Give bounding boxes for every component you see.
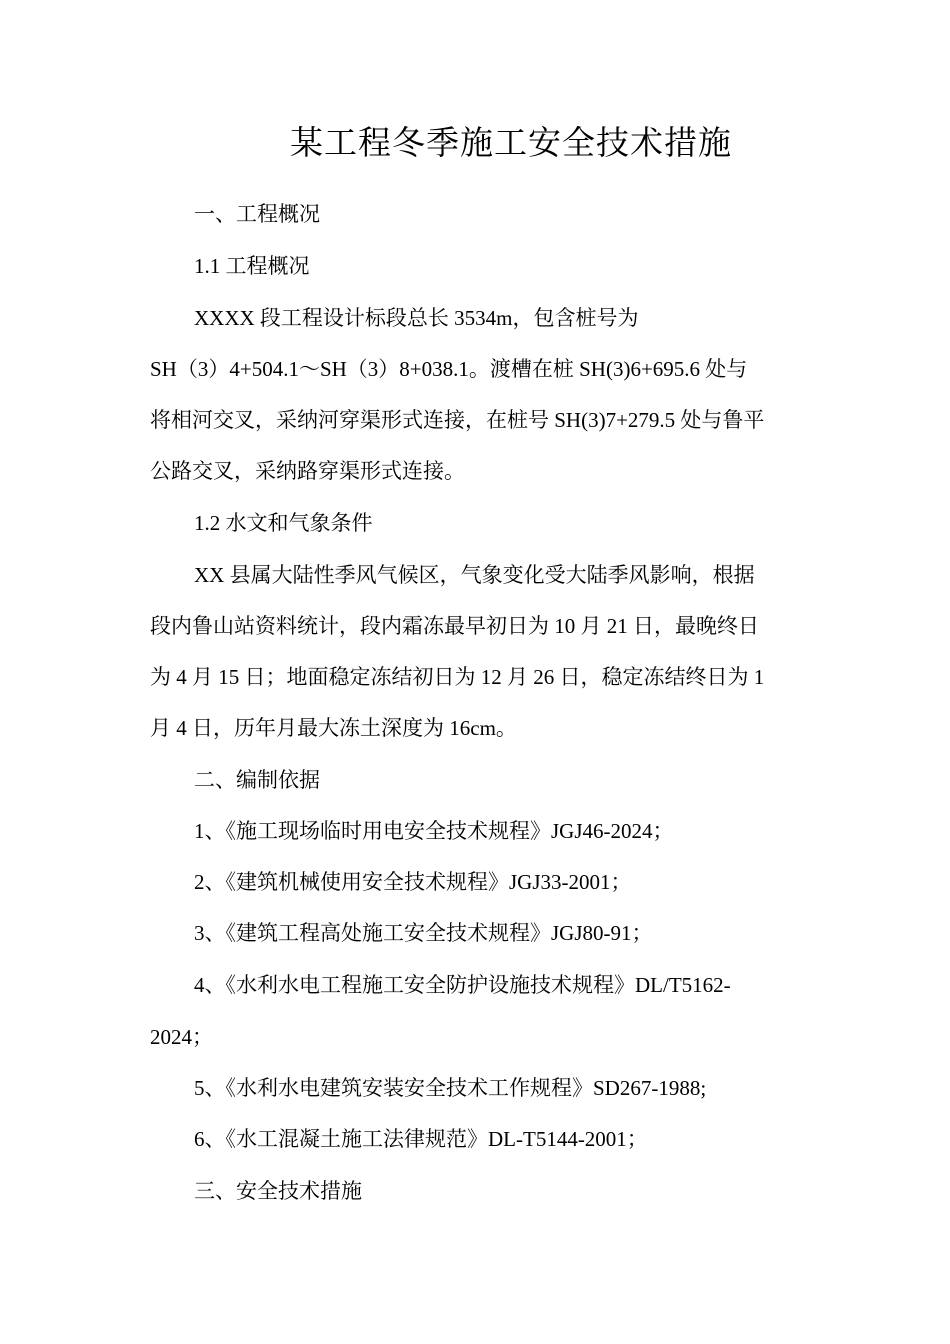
paragraph-line: 公路交叉，采纳路穿渠形式连接。 [150,459,465,483]
paragraph-line: 为 4 月 15 日；地面稳定冻结初日为 12 月 26 日，稳定冻结终日为 1 [150,665,765,689]
subsection-heading-hydrology: 1.2 水文和气象条件 [194,511,373,535]
list-item-continuation: 2024； [150,1025,213,1049]
section-heading-basis: 二、编制依据 [194,768,320,792]
paragraph-line: SH（3）4+504.1～SH（3）8+038.1。渡槽在桩 SH(3)6+695.6 处与 [150,357,748,381]
paragraph-line: 将相河交叉，采纳河穿渠形式连接，在桩号 SH(3)7+279.5 处与鲁平 [150,408,765,432]
paragraph-line: XXXX 段工程设计标段总长 3534m，包含桩号为 [194,306,639,330]
document-title: 某工程冬季施工安全技术措施 [290,126,732,162]
list-item: 1、《施工现场临时用电安全技术规程》JGJ46-2024； [194,819,674,843]
paragraph-line: XX 县属大陆性季风气候区，气象变化受大陆季风影响，根据 [194,563,755,587]
list-item: 5、《水利水电建筑安装安全技术工作规程》SD267-1988; [194,1076,707,1100]
list-item: 4、《水利水电工程施工安全防护设施技术规程》DL/T5162- [194,973,731,997]
section-heading-overview: 一、工程概况 [194,202,320,226]
paragraph-line: 段内鲁山站资料统计，段内霜冻最早初日为 10 月 21 日，最晚终日 [150,614,759,638]
list-item: 3、《建筑工程高处施工安全技术规程》JGJ80-91； [194,921,653,945]
paragraph-line: 月 4 日，历年月最大冻土深度为 16cm。 [150,716,517,740]
section-heading-measures: 三、安全技术措施 [194,1179,362,1203]
subsection-heading-overview: 1.1 工程概况 [194,254,310,278]
list-item: 6、《水工混凝土施工法律规范》DL-T5144-2001； [194,1127,648,1151]
list-item: 2、《建筑机械使用安全技术规程》JGJ33-2001； [194,870,632,894]
